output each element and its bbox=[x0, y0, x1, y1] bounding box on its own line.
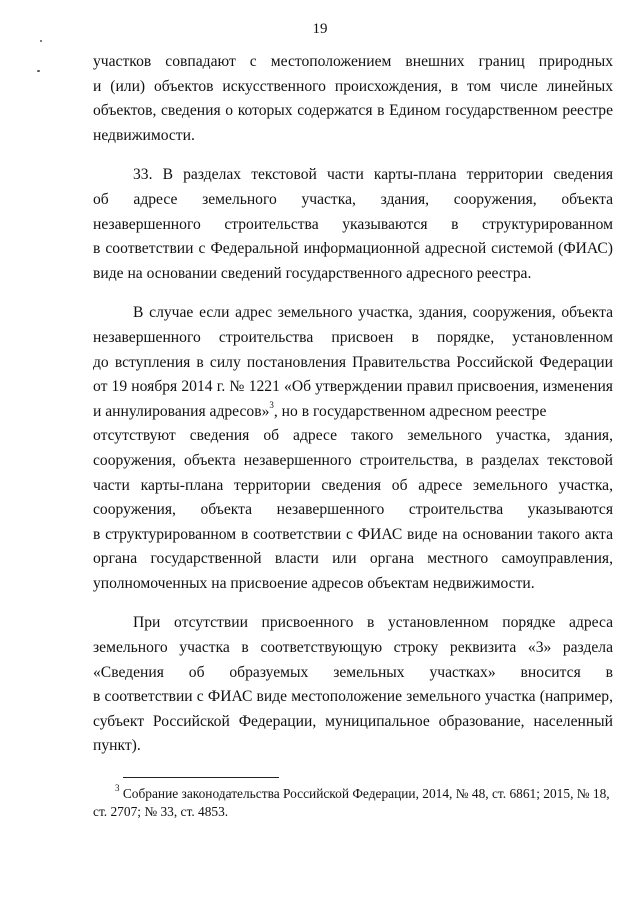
paragraph bbox=[93, 50, 613, 148]
paragraph bbox=[93, 611, 613, 759]
text-line: незавершенного строительства присвоен в порядке, установленном bbox=[93, 328, 613, 346]
text-segment: , но в государственном адресном реестре bbox=[273, 402, 547, 420]
scan-speck bbox=[37, 70, 40, 72]
text-line: При отсутствии присвоенного в установленном порядке адреса bbox=[133, 614, 613, 632]
body-text bbox=[93, 50, 613, 759]
text-line: объектов, сведения о которых содержатся в Едином государственном реестре bbox=[93, 102, 613, 120]
page-number: 19 bbox=[312, 21, 328, 37]
footnote-reference: 3 bbox=[269, 399, 274, 410]
text-line bbox=[93, 400, 613, 425]
text-line: в структурированном в соответствии с ФИАС виде на основании такого акта bbox=[93, 525, 613, 543]
text-segment: и аннулирования адресов» bbox=[93, 402, 270, 420]
footnote-text: Собрание законодательства Российской Федерации, 2014, № 48, ст. 6861; 2015, № 18, bbox=[119, 786, 610, 801]
text-line: части карты-плана территории сведения об адресе земельного участка, bbox=[93, 476, 613, 494]
text-line: недвижимости. bbox=[93, 126, 195, 144]
paragraph bbox=[93, 301, 613, 596]
text-line: до вступления в силу постановления Правительства Российской Федерации bbox=[93, 353, 613, 371]
text-line: участков совпадают с местоположением внешних границ природных bbox=[93, 53, 613, 70]
text-line: уполномоченных на присвоение адресов объектам недвижимости. bbox=[93, 574, 535, 592]
text-line: в соответствии с ФИАС виде местоположение земельного участка (например, bbox=[93, 688, 613, 706]
text-line: 33. В разделах текстовой части карты-плана территории сведения bbox=[133, 166, 613, 184]
text-line: пункт). bbox=[93, 737, 141, 755]
footnote-line bbox=[93, 782, 613, 803]
text-line: в соответствии с Федеральной информационной адресной системой (ФИАС) bbox=[93, 240, 613, 258]
text-line: органа государственной власти или органа местного самоуправления, bbox=[93, 550, 613, 568]
text-line: сооружения, объекта незавершенного строительства, в разделах текстовой bbox=[93, 451, 613, 469]
text-line: отсутствуют сведения об адресе такого земельного участка, здания, bbox=[93, 427, 613, 445]
footnote-marker: 3 bbox=[115, 782, 120, 793]
text-line: «Сведения об образуемых земельных участках» вносится в bbox=[93, 663, 613, 681]
footnote bbox=[93, 782, 613, 821]
text-line: сооружения, объекта незавершенного строительства указываются bbox=[93, 501, 613, 519]
text-line: субъект Российской Федерации, муниципальное образование, населенный bbox=[93, 712, 613, 730]
text-line: и (или) объектов искусственного происхождения, в том числе линейных bbox=[93, 77, 613, 95]
text-line: об адресе земельного участка, здания, сооружения, объекта bbox=[93, 190, 613, 208]
footnote-line: ст. 2707; № 33, ст. 4853. bbox=[93, 804, 229, 819]
paragraph bbox=[93, 163, 613, 286]
text-line: виде на основании сведений государственного адресного реестра. bbox=[93, 264, 532, 282]
text-line: незавершенного строительства указываются в структурированном bbox=[93, 215, 613, 233]
footnote-separator bbox=[123, 777, 279, 778]
scan-speck bbox=[40, 40, 42, 42]
text-line: земельного участка в соответствующую строку реквизита «3» раздела bbox=[93, 639, 613, 657]
text-line: В случае если адрес земельного участка, здания, сооружения, объекта bbox=[133, 304, 613, 322]
text-line: от 19 ноября 2014 г. № 1221 «Об утверждении правил присвоения, изменения bbox=[93, 378, 613, 396]
